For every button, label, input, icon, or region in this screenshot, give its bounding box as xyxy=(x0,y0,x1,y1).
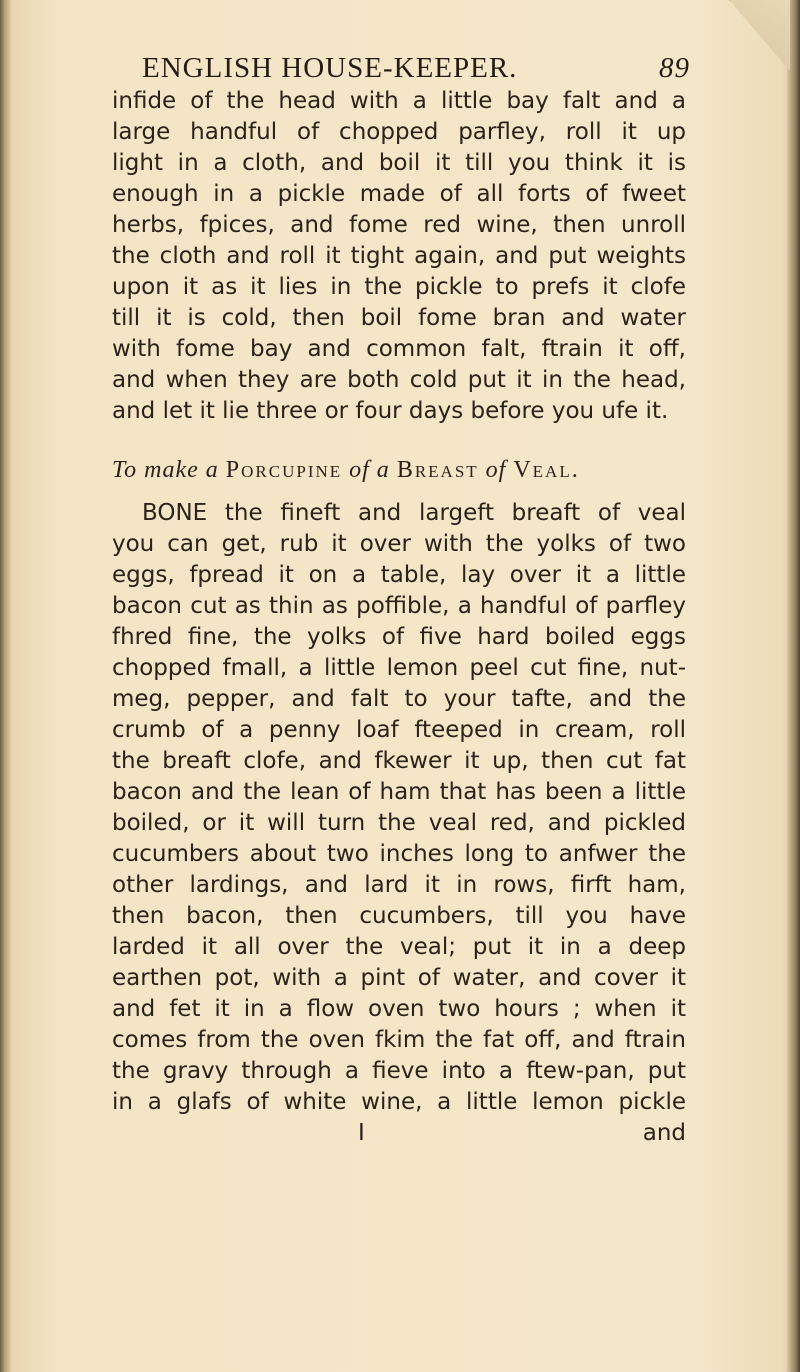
title-part: of a xyxy=(349,457,390,483)
text-line: large handful of chopped parfley, roll it up xyxy=(112,119,686,145)
page-header xyxy=(142,52,690,86)
text-line: chopped fmall, a little lemon peel cut fine, nut- xyxy=(112,655,686,681)
text-line: in a glafs of white wine, a little lemon pickle xyxy=(112,1089,686,1115)
text-line: meg, pepper, and falt to your tafte, and the xyxy=(112,686,686,712)
text-line: the gravy through a fieve into a ftew-pan, put xyxy=(112,1058,686,1084)
text-line: eggs, fpread it on a table, lay over it a little xyxy=(112,562,686,588)
text-line: other lardings, and lard it in rows, firft ham, xyxy=(112,872,686,898)
text-line: boiled, or it will turn the veal red, and pickled xyxy=(112,810,686,836)
text-line: larded it all over the veal; put it in a deep xyxy=(112,934,686,960)
text-line: you can get, rub it over with the yolks of two xyxy=(112,531,686,557)
title-part: Veal. xyxy=(513,457,580,483)
title-part: Porcupine xyxy=(225,457,343,483)
text-line: the breaft clofe, and fkewer it up, then cut fat xyxy=(112,748,686,774)
page-footer xyxy=(112,1118,686,1149)
text-line: with fome bay and common falt, ftrain it off, xyxy=(112,336,686,362)
text-line: earthen pot, with a pint of water, and cover it xyxy=(112,965,686,991)
recipe-title xyxy=(112,455,686,486)
text-line: light in a cloth, and boil it till you think it is xyxy=(112,150,686,176)
body-text xyxy=(112,86,686,1149)
text-line: comes from the oven fkim the fat off, and ftrain xyxy=(112,1027,686,1053)
title-part: Breast xyxy=(396,457,479,483)
page-edge xyxy=(786,0,800,1372)
page-number: 89 xyxy=(659,52,690,84)
recipe-paragraph xyxy=(112,498,686,1118)
text-line: and fet it in a flow oven two hours ; when it xyxy=(112,996,686,1022)
text-line: the cloth and roll it tight again, and put weights xyxy=(112,243,686,269)
text-line: bacon cut as thin as poffible, a handful of parfley xyxy=(112,593,686,619)
text-line: bacon and the lean of ham that has been a little xyxy=(112,779,686,805)
paragraph-continued xyxy=(112,86,686,427)
text-line: and when they are both cold put it in the head, xyxy=(112,367,686,393)
folded-corner xyxy=(729,0,790,71)
text-line: infide of the head with a little bay falt and a xyxy=(112,88,686,114)
signature-mark: I xyxy=(358,1120,365,1146)
text-line: cucumbers about two inches long to anfwer the xyxy=(112,841,686,867)
text-line: fhred fine, the yolks of five hard boiled eggs xyxy=(112,624,686,650)
text-line: enough in a pickle made of all forts of fweet xyxy=(112,181,686,207)
text-line: upon it as it lies in the pickle to prefs it clofe xyxy=(112,274,686,300)
title-part: To make a xyxy=(112,457,219,483)
gutter-shadow xyxy=(0,0,12,1372)
text-line: herbs, fpices, and fome red wine, then unroll xyxy=(112,212,686,238)
text-line: crumb of a penny loaf fteeped in cream, roll xyxy=(112,717,686,743)
catchword: and xyxy=(642,1120,686,1146)
text-line: and let it lie three or four days before you ufe it. xyxy=(112,398,669,424)
text-line: then bacon, then cucumbers, till you have xyxy=(112,903,686,929)
text-line: BONE the fineft and largeft breaft of veal xyxy=(142,500,686,526)
title-part: of xyxy=(485,457,507,483)
text-line: till it is cold, then boil fome bran and water xyxy=(112,305,686,331)
running-title: ENGLISH HOUSE-KEEPER. xyxy=(142,52,518,84)
